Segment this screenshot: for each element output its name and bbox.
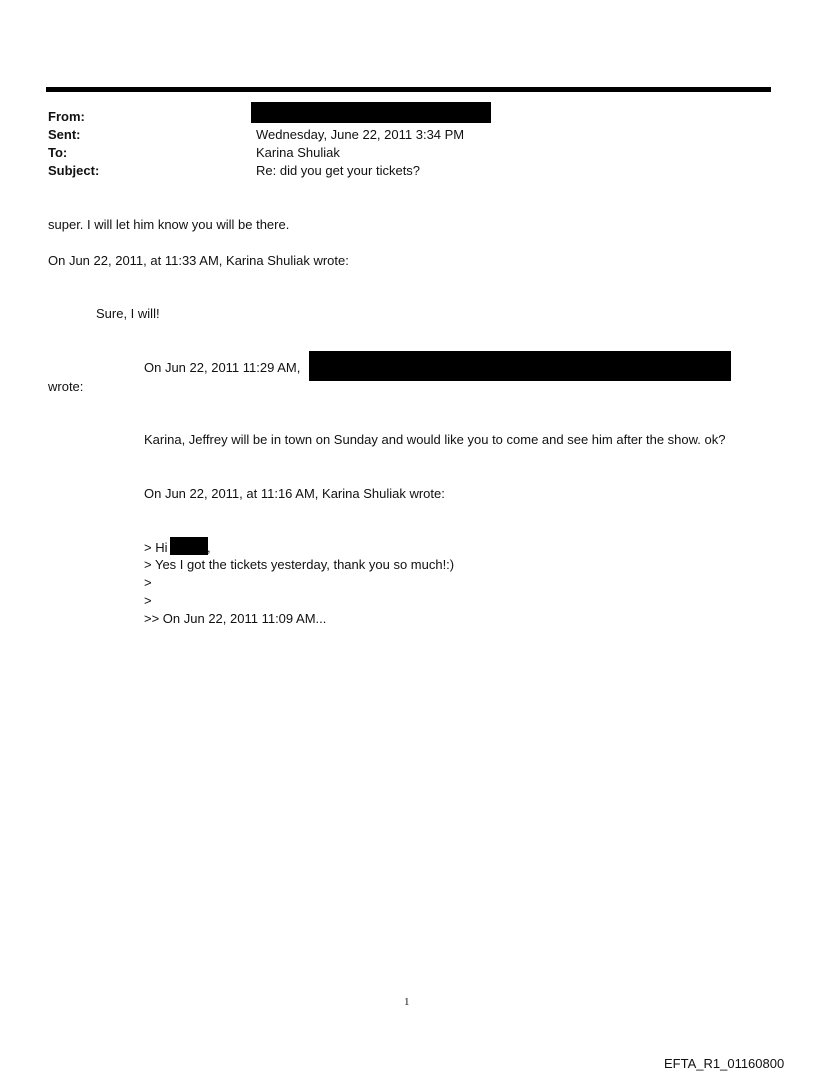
subject-label: Subject: (48, 163, 100, 178)
to-label: To: (48, 145, 68, 160)
quote-line-4: > (144, 593, 152, 608)
sent-value: Wednesday, June 22, 2011 3:34 PM (256, 127, 465, 142)
from-label: From: (48, 109, 85, 124)
sent-label: Sent: (48, 127, 81, 142)
quote-line-1: > Hi (144, 540, 168, 555)
header-rule (46, 87, 771, 92)
quoted-message: Karina, Jeffrey will be in town on Sunday and would like you to come and see him after the show. ok? (144, 432, 726, 447)
quote-line-5: >> On Jun 22, 2011 11:09 AM... (144, 611, 327, 626)
sender-redaction (309, 351, 731, 381)
quote-header-2-wrote: wrote: (48, 379, 84, 394)
from-redaction (251, 102, 491, 123)
name-redaction (170, 537, 208, 555)
quote-line-3: > (144, 575, 152, 590)
subject-value: Re: did you get your tickets? (256, 163, 421, 178)
quote-header-2: On Jun 22, 2011 11:29 AM, (144, 360, 301, 375)
quote-header-1: On Jun 22, 2011, at 11:33 AM, Karina Shuliak wrote: (48, 253, 349, 268)
quoted-reply: Sure, I will! (96, 306, 160, 321)
reply-text: super. I will let him know you will be there. (48, 217, 290, 232)
quote-header-3: On Jun 22, 2011, at 11:16 AM, Karina Shuliak wrote: (144, 486, 445, 501)
quote-line-2: > Yes I got the tickets yesterday, thank you so much!:) (144, 557, 455, 572)
bates-number: EFTA_R1_01160800 (664, 1056, 785, 1071)
to-value: Karina Shuliak (256, 145, 340, 160)
page-number: 1 (404, 996, 410, 1008)
quote-line-1-tail: , (207, 540, 211, 555)
